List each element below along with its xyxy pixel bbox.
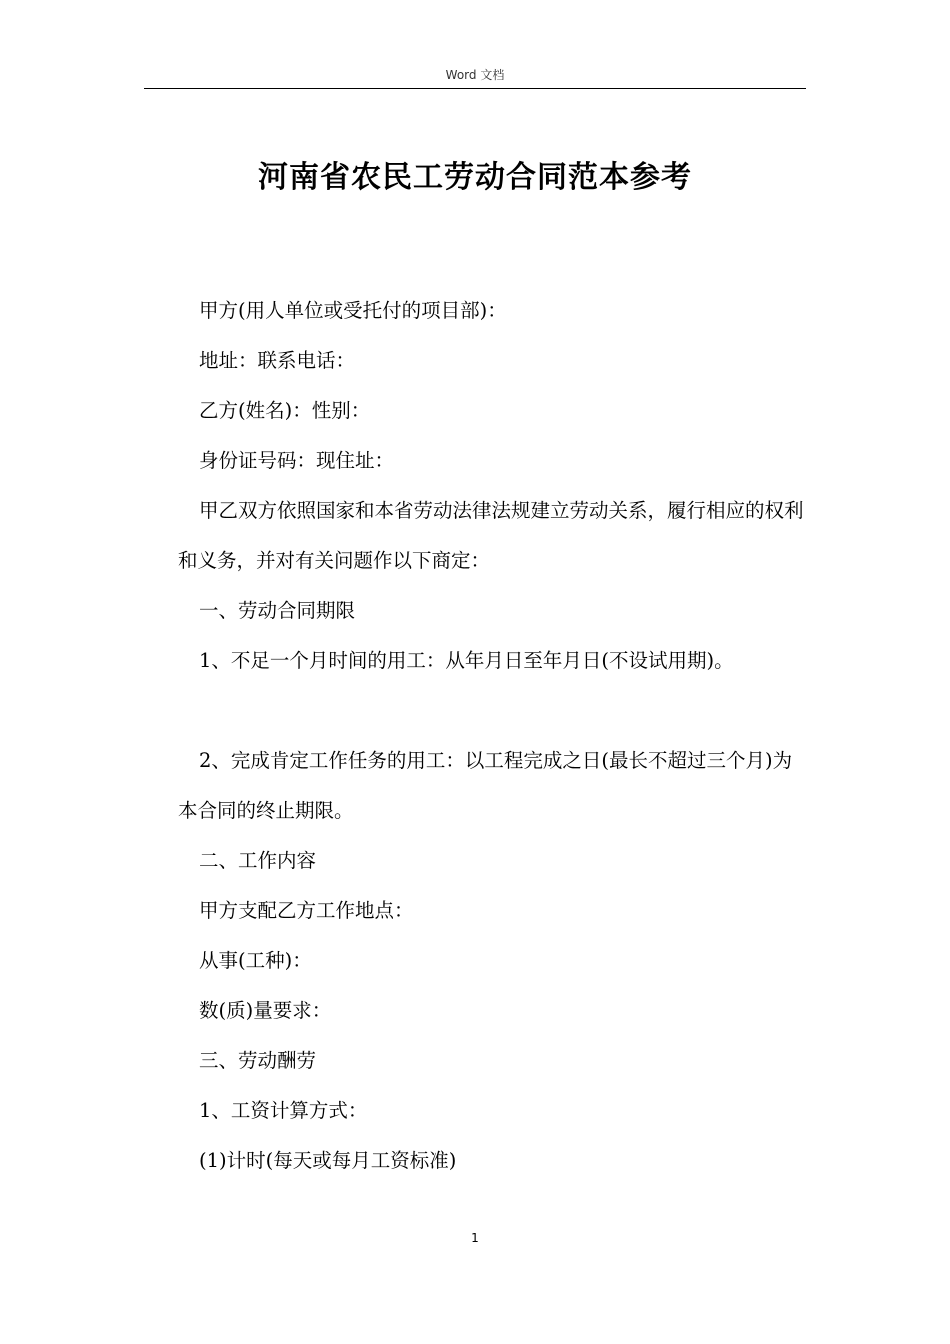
paragraph-quality-requirement: 数(质)量要求： bbox=[199, 999, 332, 1022]
section-heading-remuneration: 三、劳动酬劳 bbox=[199, 1049, 317, 1072]
paragraph-job-type: 从事(工种)： bbox=[199, 949, 312, 972]
paragraph-term-clause-2: 2、完成肯定工作任务的用工：以工程完成之日(最长不超过三个月)为本合同的终止期限。 bbox=[178, 749, 793, 822]
document-body bbox=[178, 286, 806, 1186]
section-heading-work-content: 二、工作内容 bbox=[199, 849, 317, 872]
page-number: 1 bbox=[471, 1231, 479, 1245]
document-title: 河南省农民工劳动合同范本参考 bbox=[258, 160, 692, 195]
section-heading-contract-term: 一、劳动合同期限 bbox=[199, 599, 356, 622]
header-text: Word 文档 bbox=[445, 68, 505, 82]
paragraph-id-address: 身份证号码：现住址： bbox=[199, 449, 395, 472]
paragraph-work-location: 甲方支配乙方工作地点： bbox=[199, 899, 414, 922]
paragraph-party-a: 甲方(用人单位或受托付的项目部)： bbox=[199, 299, 507, 322]
paragraph-wage-method: 1、工资计算方式： bbox=[199, 1099, 368, 1122]
paragraph-hourly-wage: (1)计时(每天或每月工资标准) bbox=[199, 1149, 457, 1172]
blank-line bbox=[178, 686, 806, 736]
paragraph-address-phone: 地址：联系电话： bbox=[199, 349, 356, 372]
paragraph-term-clause-1: 1、不足一个月时间的用工：从年月日至年月日(不设试用期)。 bbox=[199, 649, 734, 672]
paragraph-agreement-intro: 甲乙双方依照国家和本省劳动法律法规建立劳动关系，履行相应的权利和义务，并对有关问题作以下商定： bbox=[178, 499, 804, 572]
page-header bbox=[144, 62, 806, 89]
paragraph-party-b: 乙方(姓名)：性别： bbox=[199, 399, 371, 422]
